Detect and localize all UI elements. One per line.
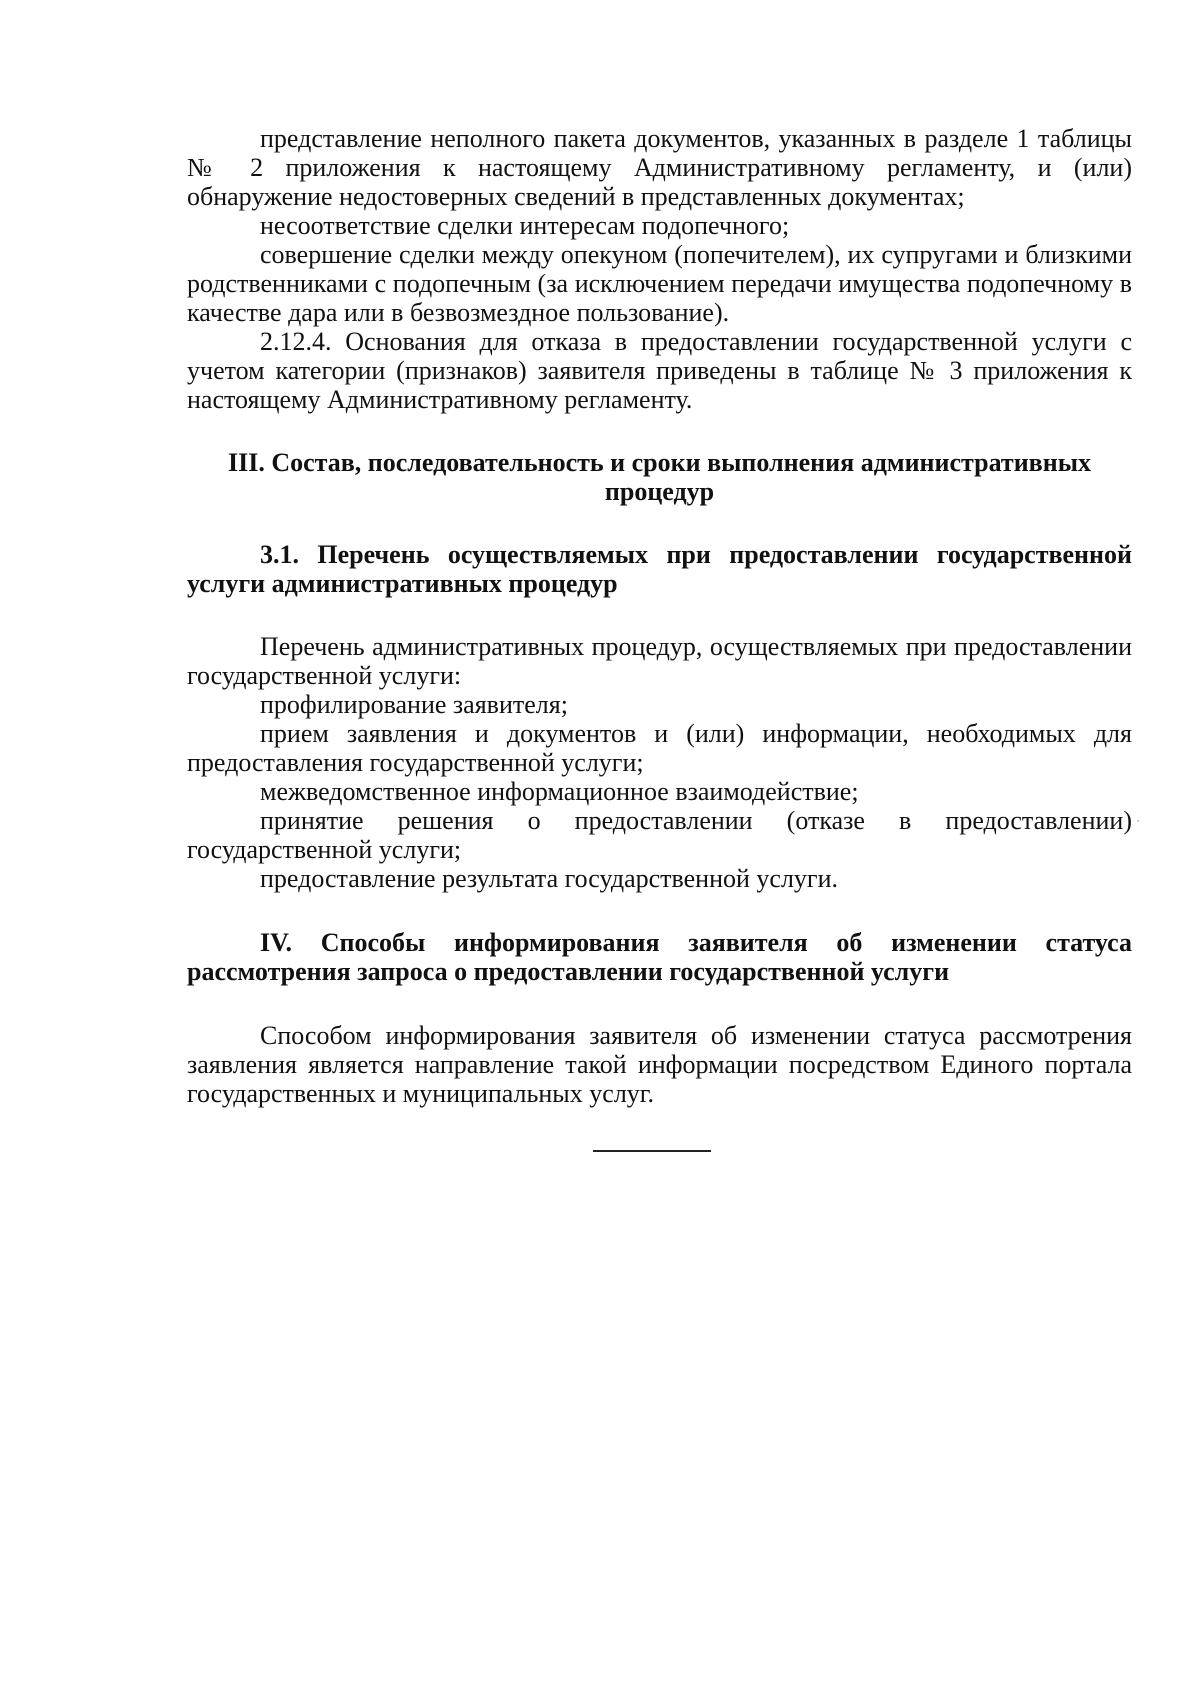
list-item-decision: принятие решения о предоставлении (отказе в предоставлении) государственной услуги; <box>187 806 1132 864</box>
end-divider <box>593 1150 711 1152</box>
section-3-title: III. Состав, последовательность и сроки выполнения административных процедур <box>227 448 1091 506</box>
paragraph-informing-method: Способом информирования заявителя об изменении статуса рассмотрения заявления является направление такой информации посредством Единого портала государственных и муниципальных услуг. <box>187 1021 1132 1108</box>
scan-speck <box>1137 820 1139 822</box>
paragraph-deal-between-relatives: совершение сделки между опекуном (попечителем), их супругами и близкими родственниками с подопечным (за исключением передачи имущества подопечному в качестве дара или в безвозмездное пользование). <box>187 240 1132 327</box>
paragraph-procedures-intro: Перечень административных процедур, осуществляемых при предоставлении государственной услуги: <box>187 632 1132 690</box>
list-item-receipt: прием заявления и документов и (или) информации, необходимых для предоставления государственной услуги; <box>187 719 1132 777</box>
section-4-title: IV. Способы информирования заявителя об изменении статуса рассмотрения запроса о предоставлении государственной услуги <box>187 928 1132 986</box>
paragraph-deal-mismatch: несоответствие сделки интересам подопечного; <box>260 211 790 240</box>
paragraph-incomplete-documents: представление неполного пакета документов, указанных в разделе 1 таблицы № 2 приложения к настоящему Административному регламенту, и (или) обнаружение недостоверных сведений в представленных документах; <box>187 124 1132 211</box>
subsection-3-1-title: 3.1. Перечень осуществляемых при предоставлении государственной услуги административных процедур <box>187 540 1132 598</box>
paragraph-2-12-4: 2.12.4. Основания для отказа в предоставлении государственной услуги с учетом категории (признаков) заявителя приведены в таблице № 3 приложения к настоящему Административному регламенту. <box>187 327 1132 414</box>
end-divider-wrap <box>187 1150 1132 1152</box>
list-item-result: предоставление результата государственной услуги. <box>260 864 839 893</box>
list-item-profiling: профилирование заявителя; <box>260 690 568 719</box>
document-page <box>187 124 1132 1152</box>
list-item-interagency: межведомственное информационное взаимодействие; <box>260 777 859 806</box>
